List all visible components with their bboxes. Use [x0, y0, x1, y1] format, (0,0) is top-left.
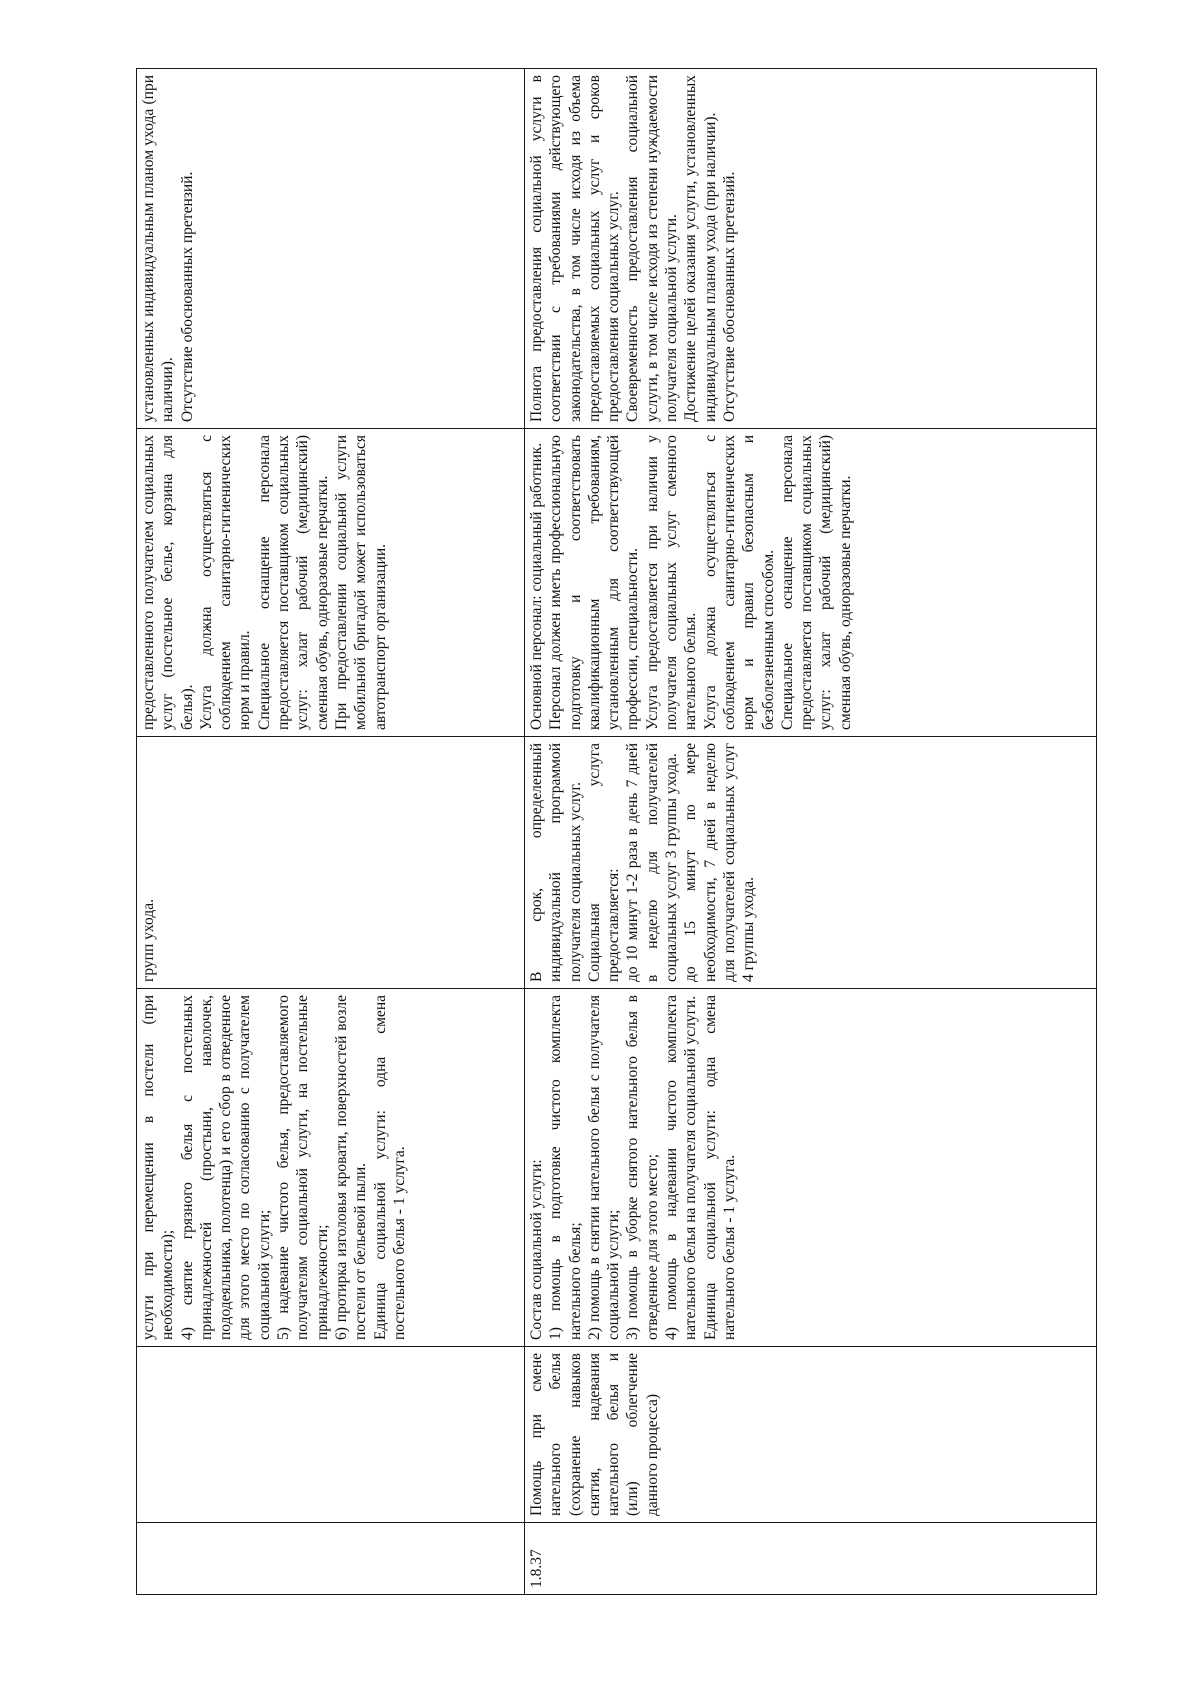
- service-content-cell: [137, 989, 525, 1347]
- conditions-line: Услуга должна осуществляться с соблюдением санитарно-гигиенических норм и правил.: [197, 435, 254, 730]
- terms-line: до 10 минут 1-2 раза в день 7 дней в неделю для получателей социальных услуг 3 группы ухода.: [624, 743, 681, 982]
- content-line: услуги при перемещении в постели (при необходимости);: [140, 995, 177, 1340]
- service-terms-cell: [525, 737, 1097, 989]
- service-quality-cell: [525, 69, 1097, 429]
- quality-line: установленных индивидуальным планом ухода (при наличии).: [140, 75, 177, 422]
- content-line: 5) надевание чистого белья, предоставляемого получателям социальной услуги, на постельные принадлежности;: [275, 995, 331, 1340]
- row-number-cell: 1.8.37: [525, 1523, 1097, 1595]
- service-quality-cell: [137, 69, 525, 429]
- service-conditions-cell: [525, 429, 1097, 737]
- conditions-line: Услуга должна осуществляться с соблюдением санитарно-гигиенических норм и правил безопасным и безболезненным способом.: [701, 435, 777, 730]
- service-content-cell: [525, 989, 1097, 1347]
- content-line: 2) помощь в снятии нательного белья с получателя социальной услуги;: [585, 995, 623, 1340]
- quality-line: Полнота предоставления социальной услуги в соответствии с требованиями действующего законодательства, в том числе исходя из объема предоставляемых социальных услуг и сроков предоставления социальных услуг.: [528, 75, 623, 422]
- terms-line: до 15 минут по мере необходимости, 7 дней в неделю для получателей социальных услуг 4 группы ухода.: [682, 743, 758, 982]
- conditions-line: Специальное оснащение персонала предоставляется поставщиком социальных услуг: халат рабочий (медицинский) сменная обувь, одноразовые перчатки.: [255, 435, 331, 730]
- terms-line: групп ухода.: [140, 899, 157, 982]
- content-line: 1) помощь в подготовке чистого комплекта нательного белья;: [547, 995, 584, 1340]
- service-name-cell: Помощь при смене нательного белья (сохранение навыков снятия, надевания нательного белья и (или) облегчение данного процесса): [525, 1347, 1097, 1523]
- service-terms-cell: [137, 737, 525, 989]
- content-line: 3) помощь в уборке снятого нательного белья в отведенное для этого место;: [624, 995, 661, 1340]
- terms-line: В срок, определенный индивидуальной программой получателя социальных услуг.: [528, 743, 584, 982]
- content-line: Состав социальной услуги:: [528, 1159, 545, 1340]
- service-conditions-cell: [137, 429, 525, 737]
- quality-line: Отсутствие обоснованных претензий.: [720, 171, 738, 422]
- content-line: 4) снятие грязного белья с постельных принадлежностей (простыни, наволочек, пододеяльника, полотенца) и его сбор в отведенное для этого место по согласованию с получателем социальной услуги;: [178, 995, 273, 1340]
- service-name-cell: [137, 1347, 525, 1523]
- services-table: [136, 68, 1097, 1595]
- conditions-line: Основной персонал: социальный работник.: [528, 442, 545, 730]
- table-row-continued: [137, 69, 525, 1595]
- conditions-line: предоставленного получателем социальных услуг (постельное белье, корзина для белья).: [140, 435, 196, 730]
- rotated-table-wrapper: [136, 69, 1096, 1595]
- content-line: 4) помощь в надевании чистого комплекта нательного белья на получателя социальной услуги.: [663, 995, 700, 1340]
- conditions-line: При предоставлении социальной услуги мобильной бригадой может использоваться автотранспорт организации.: [332, 435, 389, 730]
- content-line: Единица социальной услуги: одна смена нательного белья - 1 услуга.: [701, 995, 738, 1340]
- content-line: Единица социальной услуги: одна смена постельного белья - 1 услуга.: [371, 995, 408, 1340]
- conditions-line: Специальное оснащение персонала предоставляется поставщиком социальных услуг: халат рабочий (медицинский) сменная обувь, одноразовые перчатки.: [778, 435, 854, 730]
- quality-line: Достижение целей оказания услуги, установленных индивидуальным планом ухода (при наличии).: [682, 75, 719, 422]
- content-line: 6) протирка изголовья кровати, поверхностей возле постели от бельевой пыли.: [332, 995, 370, 1340]
- conditions-line: Услуга предоставляется при наличии у получателя социальных услуг сменного нательного белья.: [643, 435, 700, 730]
- terms-line: Социальная услуга предоставляется:: [585, 743, 623, 982]
- conditions-line: Персонал должен иметь профессиональную подготовку и соответствовать квалификационным требованиям, установленным для соответствующей профессии, специальности.: [547, 435, 642, 730]
- quality-line: Своевременность предоставления социальной услуги, в том числе исходя из степени нуждаемости получателя социальной услуги.: [624, 75, 681, 422]
- quality-line: Отсутствие обоснованных претензий.: [178, 171, 196, 422]
- row-number-cell: [137, 1523, 525, 1595]
- table-row-1-8-37: [525, 69, 1097, 1595]
